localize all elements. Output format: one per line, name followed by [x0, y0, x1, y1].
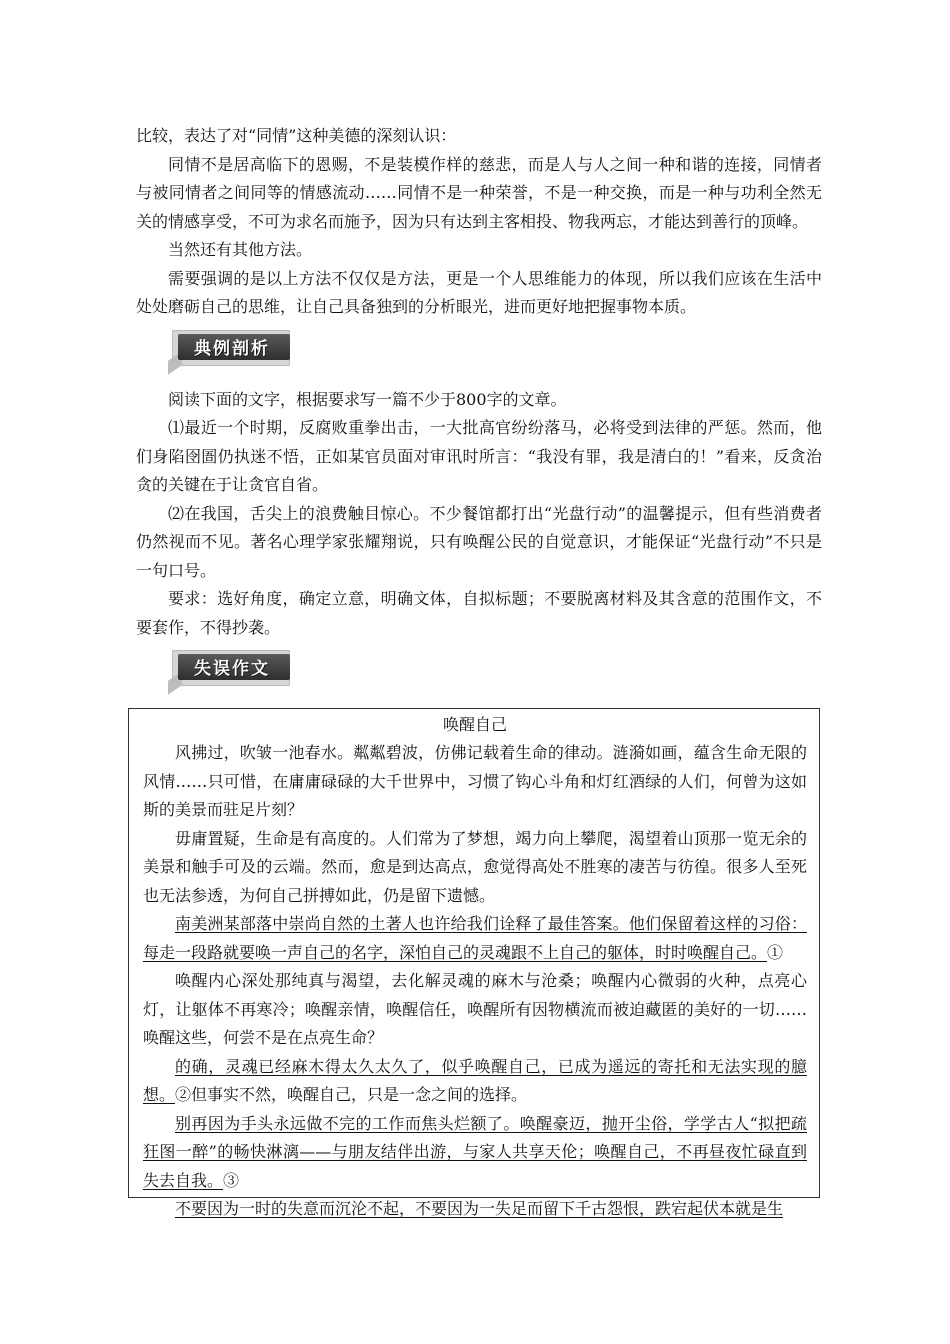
- essay-box: [128, 708, 820, 1218]
- section-heading-example: [172, 330, 822, 380]
- essay-paragraph-5: [143, 1053, 807, 1110]
- annotation-mark: ③: [223, 1170, 240, 1190]
- intro-paragraph-2: 同情不是居高临下的恩赐，不是装模作样的慈悲，而是人与人之间一种和谐的连接，同情者与被同情者之间同等的情感流动……同情不是一种荣誉，不是一种交换，而是一种与功利全然无关的情感享受，不可为求名而施予，因为只有达到主客相投、物我两忘，才能达到善行的顶峰。: [136, 154, 822, 231]
- example-paragraph-2: ⑴最近一个时期，反腐败重拳出击，一大批高官纷纷落马，必将受到法律的严惩。然而，他们身陷囹圄仍执迷不悟，正如某官员面对审讯时所言：“我没有罪，我是清白的！”看来，反贪治贪的关键在于让贪官自省。: [136, 418, 822, 494]
- paragraph-text: 但事实不然，唤醒自己，只是一念之间的选择。: [191, 1085, 528, 1104]
- underlined-text: 别再因为手头永远做不完的工作而焦头烂额了。唤醒豪迈，抛开尘俗，学学古人“拟把疏狂图一醉”的畅快淋漓——与朋友结伴出游，与家人共享天伦；唤醒自己，不再昼夜忙碌直到失去自我。: [143, 1113, 807, 1190]
- essay-title: 唤醒自己: [442, 715, 507, 734]
- example-paragraph-3: ⑵在我国，舌尖上的浪费触目惊心。不少餐馆都打出“光盘行动”的温馨提示，但有些消费者仍然视而不见。著名心理学家张耀翔说，只有唤醒公民的自觉意识，才能保证“光盘行动”不只是一句口号。: [136, 503, 822, 580]
- main-text: [136, 122, 822, 706]
- essay-paragraph-3: [143, 910, 807, 967]
- intro-paragraph-3: 当然还有其他方法。: [168, 240, 313, 259]
- essay-paragraph-6: [143, 1110, 807, 1196]
- example-paragraph-4: 要求：选好角度，确定立意，明确文体，自拟标题；不要脱离材料及其含意的范围作文，不要套作，不得抄袭。: [136, 589, 822, 637]
- annotation-mark: ①: [767, 942, 784, 962]
- intro-paragraph-1: 比较，表达了对“同情”这种美德的深刻认识：: [136, 126, 457, 145]
- essay-paragraph-1: 风拂过，吹皱一池春水。粼粼碧波，仿佛记载着生命的律动。涟漪如画，蕴含生命无限的风情……只可惜，在庸庸碌碌的大千世界中，习惯了钩心斗角和灯红酒绿的人们，何曾为这如斯的美景而驻足片刻？: [143, 743, 807, 819]
- heading-badge: [172, 330, 290, 366]
- heading-badge: [172, 650, 290, 686]
- heading-label: 失误作文: [194, 659, 270, 679]
- annotation-mark: ②: [175, 1085, 192, 1104]
- essay-paragraph-4: 唤醒内心深处那纯真与渴望，去化解灵魂的麻木与沧桑；唤醒内心微弱的火种，点亮心灯，让躯体不再寒冷；唤醒亲情，唤醒信任，唤醒所有因物横流而被迫藏匿的美好的一切……唤醒这些，何尝不是在点亮生命？: [143, 971, 807, 1047]
- essay-paragraph-7: [143, 1195, 807, 1224]
- underlined-text: 的确，灵魂已经麻木得太久太久了，似乎唤醒自己，已成为遥远的寄托和无法实现的臆想。: [143, 1056, 807, 1104]
- essay-paragraph-2: 毋庸置疑，生命是有高度的。人们常为了梦想，竭力向上攀爬，渴望着山顶那一览无余的美景和触手可及的云端。然而，愈是到达高点，愈觉得高处不胜寒的凄苦与彷徨。很多人至死也无法参透，为何自己拼搏如此，仍是留下遗憾。: [143, 828, 807, 905]
- heading-label: 典例剖析: [194, 338, 270, 359]
- example-paragraph-1: 阅读下面的文字，根据要求写一篇不少于800字的文章。: [168, 389, 567, 409]
- underlined-text: 不要因为一时的失意而沉沦不起，不要因为一失足而留下千古怨恨，跌宕起伏本就是生: [175, 1199, 784, 1218]
- section-heading-error-essay: [172, 650, 822, 700]
- underlined-text: 南美洲某部落中崇尚自然的土著人也许给我们诠释了最佳答案。他们保留着这样的习俗：每走一段路就要唤一声自己的名字，深怕自己的灵魂跟不上自己的躯体，时时唤醒自己。: [143, 914, 807, 962]
- intro-paragraph-4: 需要强调的是以上方法不仅仅是方法，更是一个人思维能力的体现，所以我们应该在生活中处处磨砺自己的思维，让自己具备独到的分析眼光，进而更好地把握事物本质。: [136, 268, 822, 316]
